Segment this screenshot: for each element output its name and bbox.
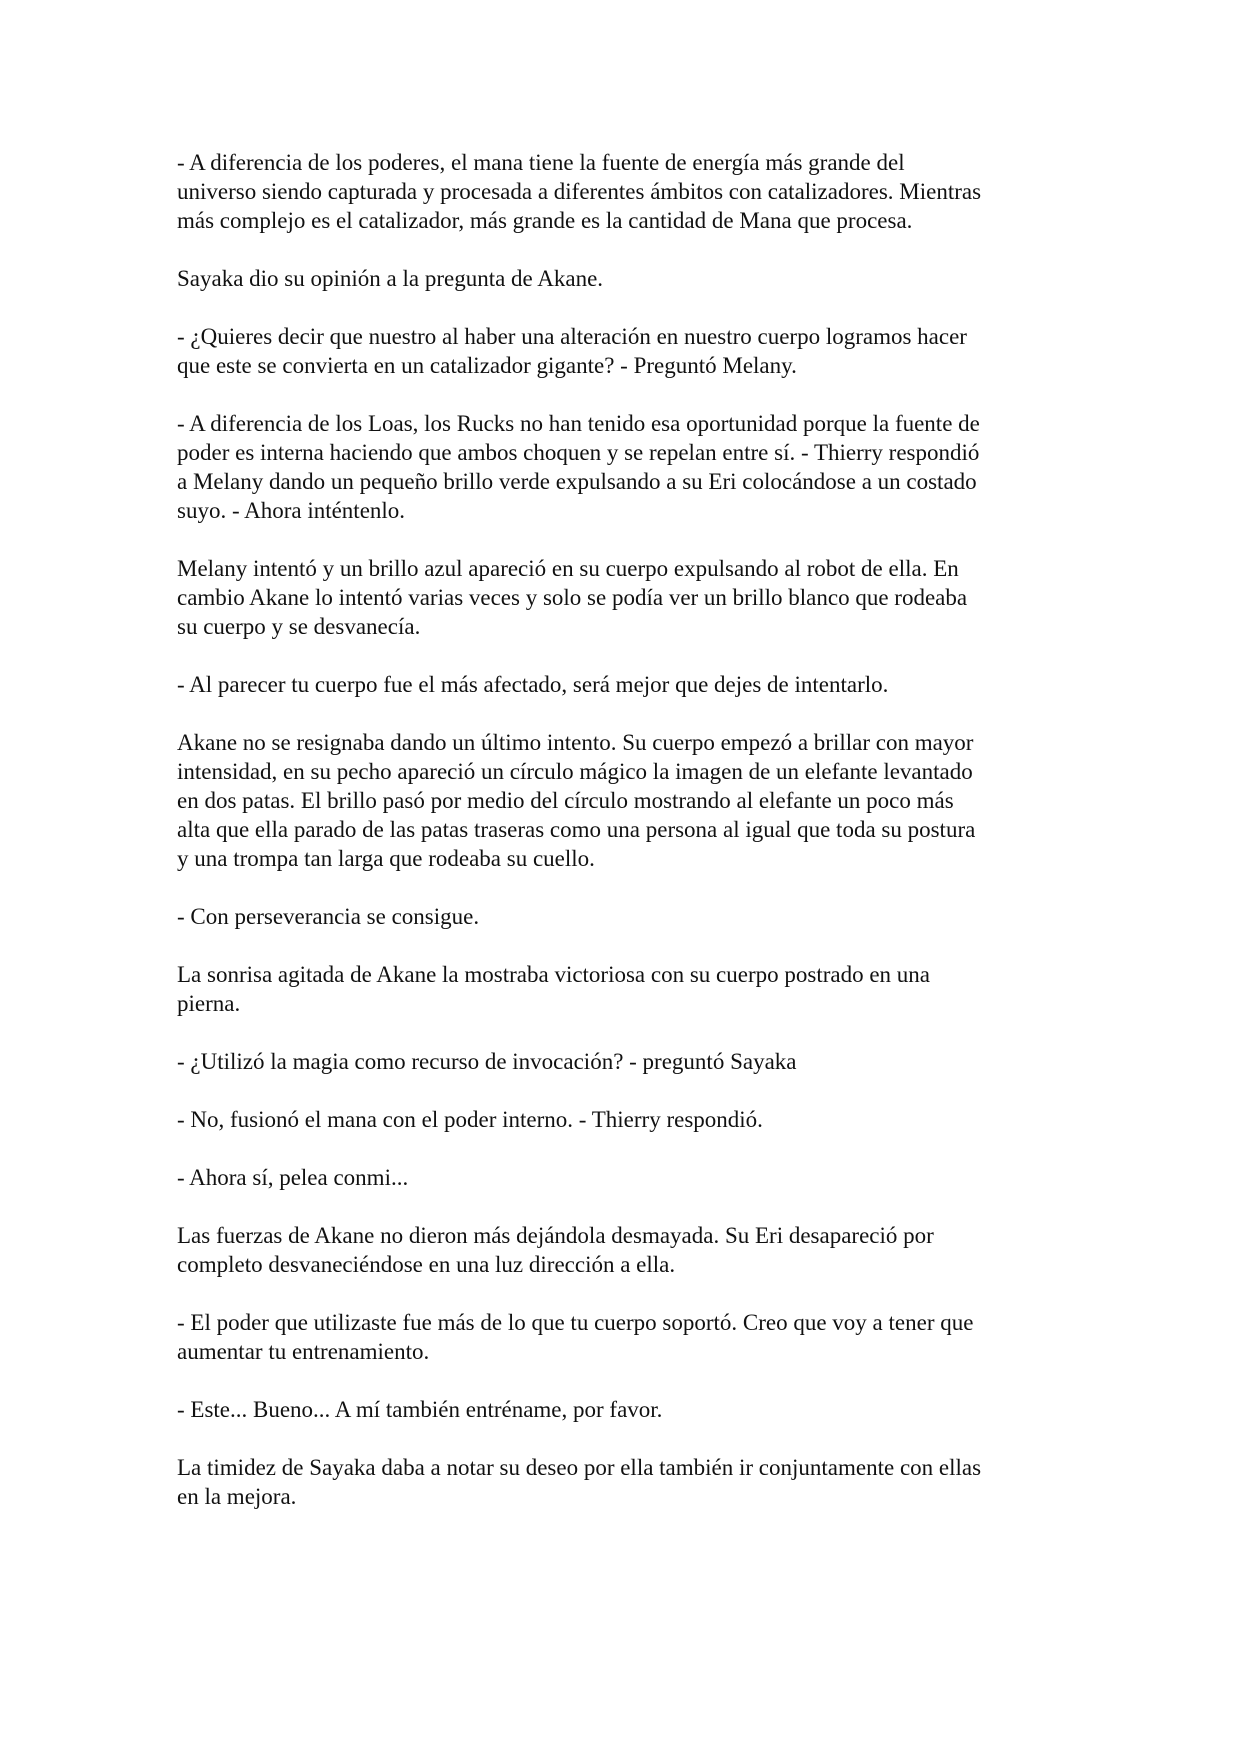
text-line: La timidez de Sayaka daba a notar su deseo por ella también ir conjuntamente con ellas	[177, 1455, 982, 1480]
document-body	[177, 148, 1067, 1540]
paragraph	[177, 264, 1067, 293]
text-line: - A diferencia de los poderes, el mana tiene la fuente de energía más grande del	[177, 150, 905, 175]
paragraph	[177, 1105, 1067, 1134]
paragraph	[177, 148, 1067, 235]
text-line: su cuerpo y se desvanecía.	[177, 614, 421, 639]
text-line: Sayaka dio su opinión a la pregunta de Akane.	[177, 266, 604, 291]
paragraph	[177, 1453, 1067, 1511]
text-line: pierna.	[177, 991, 241, 1016]
text-line: y una trompa tan larga que rodeaba su cuello.	[177, 846, 595, 871]
paragraph	[177, 554, 1067, 641]
text-line: intensidad, en su pecho apareció un círculo mágico la imagen de un elefante levantado	[177, 759, 973, 784]
text-line: - Ahora sí, pelea conmi...	[177, 1165, 409, 1190]
text-line: completo desvaneciéndose en una luz dirección a ella.	[177, 1252, 676, 1277]
paragraph	[177, 1308, 1067, 1366]
text-line: - Este... Bueno... A mí también entréname, por favor.	[177, 1397, 663, 1422]
paragraph	[177, 1221, 1067, 1279]
paragraph	[177, 1047, 1067, 1076]
text-line: Las fuerzas de Akane no dieron más dejándola desmayada. Su Eri desapareció por	[177, 1223, 934, 1248]
text-line: - No, fusionó el mana con el poder interno. - Thierry respondió.	[177, 1107, 763, 1132]
paragraph	[177, 670, 1067, 699]
text-line: - ¿Utilizó la magia como recurso de invocación? - preguntó Sayaka	[177, 1049, 797, 1074]
text-line: poder es interna haciendo que ambos choquen y se repelan entre sí. - Thierry respondió	[177, 440, 980, 465]
paragraph	[177, 1163, 1067, 1192]
text-line: que este se convierta en un catalizador gigante? - Preguntó Melany.	[177, 353, 797, 378]
text-line: más complejo es el catalizador, más grande es la cantidad de Mana que procesa.	[177, 208, 913, 233]
text-line: cambio Akane lo intentó varias veces y solo se podía ver un brillo blanco que rodeaba	[177, 585, 968, 610]
text-line: universo siendo capturada y procesada a diferentes ámbitos con catalizadores. Mientras	[177, 179, 982, 204]
paragraph	[177, 902, 1067, 931]
paragraph	[177, 409, 1067, 525]
text-line: La sonrisa agitada de Akane la mostraba victoriosa con su cuerpo postrado en una	[177, 962, 931, 987]
paragraph	[177, 960, 1067, 1018]
text-line: - Con perseverancia se consigue.	[177, 904, 480, 929]
text-line: suyo. - Ahora inténtenlo.	[177, 498, 406, 523]
text-line: a Melany dando un pequeño brillo verde expulsando a su Eri colocándose a un costado	[177, 469, 977, 494]
text-line: Melany intentó y un brillo azul apareció en su cuerpo expulsando al robot de ella. En	[177, 556, 959, 581]
text-line: alta que ella parado de las patas traseras como una persona al igual que toda su postura	[177, 817, 976, 842]
text-line: aumentar tu entrenamiento.	[177, 1339, 430, 1364]
text-line: - El poder que utilizaste fue más de lo que tu cuerpo soportó. Creo que voy a tener que	[177, 1310, 974, 1335]
text-line: en la mejora.	[177, 1484, 297, 1509]
text-line: - ¿Quieres decir que nuestro al haber una alteración en nuestro cuerpo logramos hacer	[177, 324, 967, 349]
text-line: Akane no se resignaba dando un último intento. Su cuerpo empezó a brillar con mayor	[177, 730, 974, 755]
text-line: - Al parecer tu cuerpo fue el más afectado, será mejor que dejes de intentarlo.	[177, 672, 889, 697]
paragraph	[177, 728, 1067, 873]
paragraph	[177, 1395, 1067, 1424]
text-line: - A diferencia de los Loas, los Rucks no han tenido esa oportunidad porque la fuente de	[177, 411, 980, 436]
paragraph	[177, 322, 1067, 380]
text-line: en dos patas. El brillo pasó por medio del círculo mostrando al elefante un poco más	[177, 788, 954, 813]
